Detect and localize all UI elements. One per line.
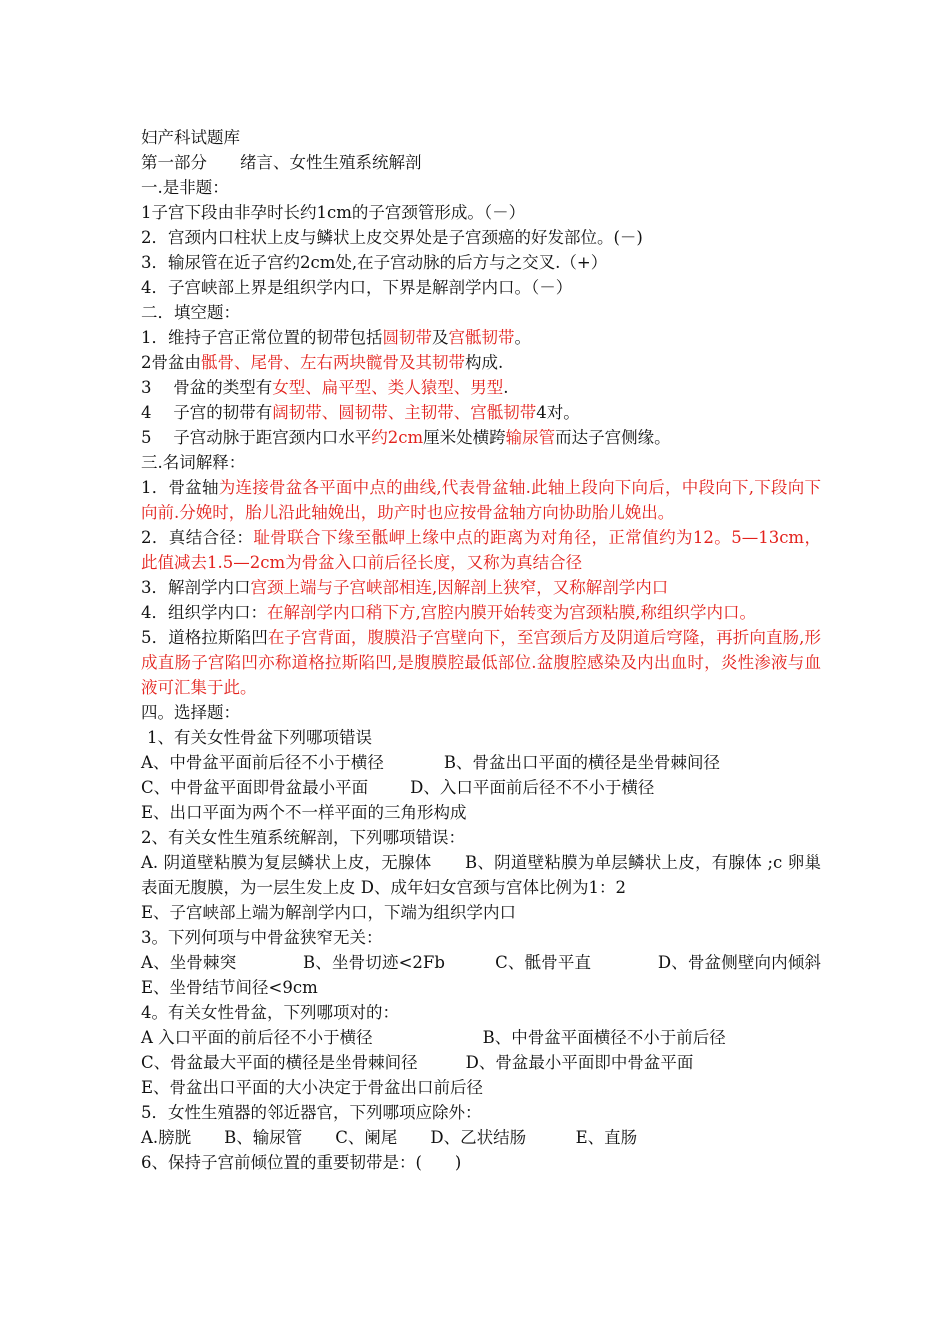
term-1-definition: 为连接骨盆各平面中点的曲线,代表骨盆轴.此轴上段向下向后，中段向下,下段向下向前.分娩时，胎儿沿此轴娩出，助产时也应按骨盆轴方向协助胎儿娩出。 <box>141 478 821 522</box>
mc-1-option-c: C、中骨盆平面即骨盆最小平面 <box>141 778 369 797</box>
fill-3-text-a: 3 骨盆的类型有 <box>141 378 273 397</box>
mc-6-stem: 6、保持子宫前倾位置的重要韧带是：( ) <box>141 1153 462 1172</box>
fill-5-text-e: 而达子宫侧缘。 <box>555 428 671 447</box>
fill-3-answer: 女型、扁平型、类人猿型、男型 <box>272 378 504 397</box>
fill-4-text-a: 4 子宫的韧带有 <box>141 403 273 422</box>
fill-item-1 <box>141 325 821 350</box>
fill-2-answer: 骶骨、尾骨、左右两块髋骨及其韧带 <box>201 353 465 372</box>
term-3-definition: 宫颈上端与子宫峡部相连,因解剖上狭窄，又称解剖学内口 <box>250 578 669 597</box>
mc-1-option-d: D、入口平面前后径不不小于横径 <box>410 778 655 797</box>
mc-1-option-b: B、骨盆出口平面的横径是坐骨棘间径 <box>443 753 721 772</box>
fill-5-text-a: 5 子宫动脉于距宫颈内口水平 <box>141 428 372 447</box>
doc-title: 妇产科试题库 <box>141 128 240 147</box>
section-heading-choice: 四。选择题： <box>141 703 240 722</box>
mc-4-option-e: E、骨盆出口平面的大小决定于骨盆出口前后径 <box>141 1078 484 1097</box>
mc-5-stem: 5．女性生殖器的邻近器官，下列哪项应除外： <box>141 1103 482 1122</box>
fill-item-3 <box>141 375 821 400</box>
term-2-label: 2．真结合径： <box>141 528 254 547</box>
fill-3-text-c: . <box>503 378 509 397</box>
fill-item-2 <box>141 350 821 375</box>
fill-4-text-c: 4对。 <box>536 403 580 422</box>
mc-1-option-a: A、中骨盆平面前后径不小于横径 <box>141 753 384 772</box>
mc-4-options-cd <box>141 1050 821 1075</box>
mc-4-option-d: D、骨盆最小平面即中骨盆平面 <box>465 1053 694 1072</box>
mc-1-stem: 1、有关女性骨盆下列哪项错误 <box>147 728 372 747</box>
fill-4-answer: 阔韧带、圆韧带、主韧带、宫骶韧带 <box>272 403 537 422</box>
term-4-label: 4．组织学内口： <box>141 603 267 622</box>
mc-4-option-b: B、中骨盆平面横径不小于前后径 <box>482 1028 726 1047</box>
fill-5-answer-2: 输尿管 <box>505 428 556 447</box>
term-5-definition: 在子宫背面，腹膜沿子宫壁向下，至宫颈后方及阴道后穹隆，再折向直肠,形成直肠子宫陷凹亦称道格拉斯陷凹,是腹膜腔最低部位.盆腹腔感染及内出血时，炎性渗液与血液可汇集于此。 <box>141 628 821 697</box>
term-2-definition: 耻骨联合下缘至骶岬上缘中点的距离为对角径，正常值约为12。5—13cm，此值减去1.5—2cm为骨盆入口前后径长度，又称为真结合径 <box>141 528 821 572</box>
fill-5-answer-1: 约2cm <box>371 428 424 447</box>
term-1 <box>141 475 821 525</box>
mc-1-options-cd <box>141 775 821 800</box>
mc-4-stem: 4。有关女性骨盆，下列哪项对的： <box>141 1003 399 1022</box>
mc-4-options-ab <box>141 1025 821 1050</box>
mc-1-options-ab <box>141 750 821 775</box>
mc-5-options: A.膀胱 B、输尿管 C、阑尾 D、乙状结肠 E、直肠 <box>141 1128 638 1147</box>
document-page <box>141 125 838 1175</box>
term-5 <box>141 625 821 700</box>
tf-item-4: 4．子宫峡部上界是组织学内口，下界是解剖学内口。（－） <box>141 278 573 297</box>
term-1-label: 1．骨盆轴 <box>141 478 219 497</box>
fill-item-5 <box>141 425 821 450</box>
section-heading-fill-blank: 二．填空题： <box>141 303 240 322</box>
fill-item-4 <box>141 400 821 425</box>
tf-item-2: 2．宫颈内口柱状上皮与鳞状上皮交界处是子宫颈癌的好发部位。(－) <box>141 228 643 247</box>
mc-4-option-c: C、骨盆最大平面的横径是坐骨棘间径 <box>141 1053 418 1072</box>
fill-1-answer-2: 宫骶韧带 <box>448 328 515 347</box>
term-4 <box>141 600 821 625</box>
term-3-label: 3．解剖学内口 <box>141 578 251 597</box>
section-heading-terms: 三.名词解释： <box>141 453 246 472</box>
mc-3-options: A、坐骨棘突 B、坐骨切迹<2Fb C、骶骨平直 D、骨盆侧壁向内倾斜 E、坐骨结节间径<9cm <box>141 953 838 997</box>
part-heading: 第一部分 绪言、女性生殖系统解剖 <box>141 153 422 172</box>
fill-1-text-e: 。 <box>514 328 531 347</box>
term-3 <box>141 575 821 600</box>
term-2 <box>141 525 821 575</box>
section-heading-true-false: 一.是非题： <box>141 178 229 197</box>
term-5-label: 5．道格拉斯陷凹 <box>141 628 268 647</box>
fill-5-text-c: 厘米处横跨 <box>423 428 506 447</box>
mc-4-option-a: A 入口平面的前后径不小于横径 <box>141 1028 373 1047</box>
mc-3-stem: 3。下列何项与中骨盆狭窄无关： <box>141 928 383 947</box>
fill-1-text-c: 及 <box>432 328 449 347</box>
tf-item-3: 3．输尿管在近子宫约2cm处,在子宫动脉的后方与之交叉.（+） <box>141 253 608 272</box>
tf-item-1: 1子宫下段由非孕时长约1cm的子宫颈管形成。（－） <box>141 203 526 222</box>
mc-2-option-e: E、子宫峡部上端为解剖学内口，下端为组织学内口 <box>141 903 517 922</box>
mc-2-options: A. 阴道壁粘膜为复层鳞状上皮，无腺体 B、阴道壁粘膜为单层鳞状上皮，有腺体 ;c 卵巢表面无腹膜，为一层生发上皮 D、成年妇女宫颈与宫体比例为1：2 <box>141 853 821 897</box>
fill-1-text-a: 1．维持子宫正常位置的韧带包括 <box>141 328 383 347</box>
term-4-definition: 在解剖学内口稍下方,宫腔内膜开始转变为宫颈粘膜,称组织学内口。 <box>267 603 756 622</box>
mc-1-option-e: E、出口平面为两个不一样平面的三角形构成 <box>141 803 467 822</box>
fill-2-text-a: 2骨盆由 <box>141 353 201 372</box>
mc-2-stem: 2、有关女性生殖系统解剖，下列哪项错误： <box>141 828 465 847</box>
fill-2-text-c: 构成. <box>465 353 504 372</box>
fill-1-answer-1: 圆韧带 <box>382 328 432 347</box>
